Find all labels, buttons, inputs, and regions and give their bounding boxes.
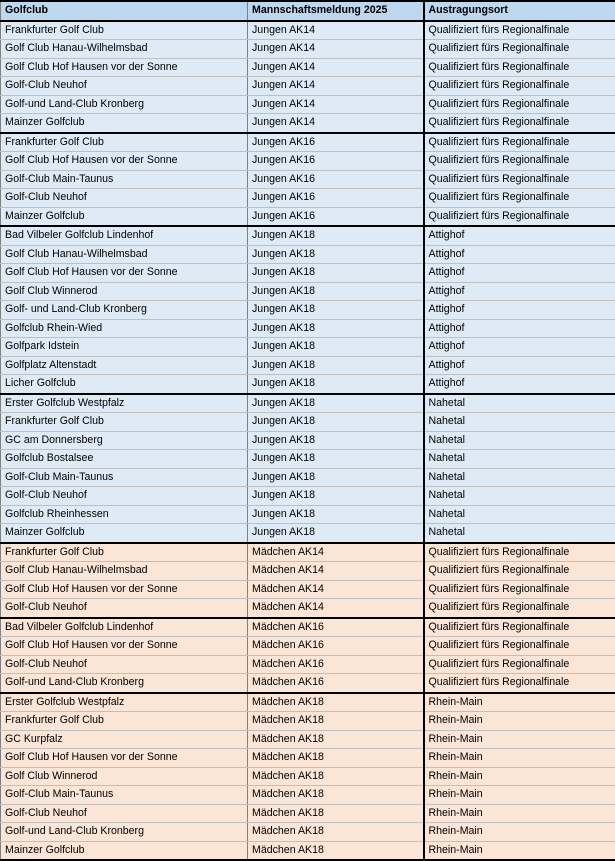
cell-golfclub: Bad Vilbeler Golfclub Lindenhof [1, 226, 248, 245]
table-row [1, 413, 615, 432]
cell-team-entry: Jungen AK14 [248, 21, 424, 40]
cell-team-entry: Jungen AK18 [248, 226, 424, 245]
cell-team-entry: Jungen AK14 [248, 95, 424, 114]
cell-venue: Nahetal [424, 450, 615, 469]
table-row [1, 58, 615, 77]
header-golfclub: Golfclub [1, 1, 248, 21]
table-row [1, 450, 615, 469]
cell-venue: Attighof [424, 264, 615, 283]
table-row [1, 712, 615, 731]
cell-venue: Attighof [424, 245, 615, 264]
cell-venue: Qualifiziert fürs Regionalfinale [424, 655, 615, 674]
table-row [1, 674, 615, 693]
cell-team-entry: Jungen AK18 [248, 356, 424, 375]
cell-golfclub: Golf-Club Neuhof [1, 487, 248, 506]
cell-team-entry: Mädchen AK18 [248, 712, 424, 731]
cell-team-entry: Mädchen AK14 [248, 562, 424, 581]
cell-team-entry: Jungen AK18 [248, 301, 424, 320]
cell-venue: Nahetal [424, 505, 615, 524]
cell-team-entry: Jungen AK16 [248, 152, 424, 171]
table-row [1, 730, 615, 749]
cell-venue: Rhein-Main [424, 730, 615, 749]
table-body [1, 21, 615, 861]
cell-team-entry: Jungen AK18 [248, 245, 424, 264]
table-row [1, 468, 615, 487]
cell-golfclub: Frankfurter Golf Club [1, 21, 248, 40]
cell-golfclub: Golf-und Land-Club Kronberg [1, 674, 248, 693]
cell-golfclub: Golf- und Land-Club Kronberg [1, 301, 248, 320]
cell-team-entry: Jungen AK18 [248, 394, 424, 413]
cell-golfclub: Erster Golfclub Westpfalz [1, 693, 248, 712]
cell-golfclub: GC am Donnersberg [1, 431, 248, 450]
table-row [1, 749, 615, 768]
cell-venue: Attighof [424, 375, 615, 394]
cell-golfclub: Golf-Club Neuhof [1, 77, 248, 96]
cell-golfclub: Golfplatz Altenstadt [1, 356, 248, 375]
cell-team-entry: Mädchen AK18 [248, 804, 424, 823]
cell-golfclub: Golf-Club Main-Taunus [1, 786, 248, 805]
cell-venue: Rhein-Main [424, 767, 615, 786]
cell-venue: Rhein-Main [424, 749, 615, 768]
cell-team-entry: Jungen AK18 [248, 413, 424, 432]
cell-team-entry: Mädchen AK16 [248, 655, 424, 674]
cell-golfclub: Bad Vilbeler Golfclub Lindenhof [1, 618, 248, 637]
cell-golfclub: Golf-und Land-Club Kronberg [1, 95, 248, 114]
cell-team-entry: Jungen AK18 [248, 468, 424, 487]
cell-venue: Qualifiziert fürs Regionalfinale [424, 133, 615, 152]
cell-golfclub: Golfclub Bostalsee [1, 450, 248, 469]
cell-team-entry: Jungen AK16 [248, 207, 424, 226]
cell-golfclub: Frankfurter Golf Club [1, 133, 248, 152]
table-row [1, 170, 615, 189]
cell-golfclub: Golf Club Hanau-Wilhelmsbad [1, 245, 248, 264]
cell-team-entry: Mädchen AK18 [248, 823, 424, 842]
cell-golfclub: Golfpark Idstein [1, 338, 248, 357]
table-row [1, 226, 615, 245]
cell-venue: Attighof [424, 356, 615, 375]
table-row [1, 693, 615, 712]
cell-venue: Qualifiziert fürs Regionalfinale [424, 543, 615, 562]
cell-team-entry: Mädchen AK16 [248, 618, 424, 637]
header-row [1, 1, 615, 21]
table-row [1, 189, 615, 208]
cell-golfclub: Mainzer Golfclub [1, 524, 248, 543]
cell-golfclub: Golf Club Hof Hausen vor der Sonne [1, 58, 248, 77]
cell-venue: Qualifiziert fürs Regionalfinale [424, 207, 615, 226]
table-row [1, 767, 615, 786]
cell-team-entry: Jungen AK14 [248, 40, 424, 59]
cell-team-entry: Mädchen AK18 [248, 693, 424, 712]
cell-venue: Attighof [424, 338, 615, 357]
table-row [1, 786, 615, 805]
cell-team-entry: Jungen AK18 [248, 375, 424, 394]
cell-team-entry: Jungen AK18 [248, 487, 424, 506]
cell-venue: Rhein-Main [424, 823, 615, 842]
cell-golfclub: Golf Club Hanau-Wilhelmsbad [1, 562, 248, 581]
cell-golfclub: Golf-Club Neuhof [1, 599, 248, 618]
cell-venue: Nahetal [424, 413, 615, 432]
table-row [1, 394, 615, 413]
cell-golfclub: Frankfurter Golf Club [1, 543, 248, 562]
cell-venue: Nahetal [424, 524, 615, 543]
cell-venue: Attighof [424, 301, 615, 320]
cell-venue: Qualifiziert fürs Regionalfinale [424, 40, 615, 59]
table-row [1, 431, 615, 450]
cell-golfclub: Licher Golfclub [1, 375, 248, 394]
cell-venue: Nahetal [424, 468, 615, 487]
header-venue: Austragungsort [424, 1, 615, 21]
cell-venue: Rhein-Main [424, 712, 615, 731]
cell-golfclub: Golf Club Hof Hausen vor der Sonne [1, 264, 248, 283]
cell-venue: Qualifiziert fürs Regionalfinale [424, 114, 615, 133]
table-row [1, 264, 615, 283]
cell-golfclub: Golf Club Hanau-Wilhelmsbad [1, 40, 248, 59]
cell-team-entry: Mädchen AK18 [248, 767, 424, 786]
table-row [1, 375, 615, 394]
cell-golfclub: Golf-Club Neuhof [1, 655, 248, 674]
cell-venue: Qualifiziert fürs Regionalfinale [424, 170, 615, 189]
cell-venue: Qualifiziert fürs Regionalfinale [424, 21, 615, 40]
cell-golfclub: Golf-und Land-Club Kronberg [1, 823, 248, 842]
cell-team-entry: Jungen AK18 [248, 524, 424, 543]
table-row [1, 282, 615, 301]
table-row [1, 655, 615, 674]
cell-venue: Qualifiziert fürs Regionalfinale [424, 189, 615, 208]
table-row [1, 95, 615, 114]
cell-golfclub: Golfclub Rhein-Wied [1, 319, 248, 338]
cell-team-entry: Mädchen AK16 [248, 674, 424, 693]
cell-golfclub: GC Kurpfalz [1, 730, 248, 749]
cell-venue: Rhein-Main [424, 693, 615, 712]
cell-team-entry: Mädchen AK18 [248, 786, 424, 805]
table-row [1, 338, 615, 357]
cell-team-entry: Jungen AK18 [248, 450, 424, 469]
cell-venue: Qualifiziert fürs Regionalfinale [424, 562, 615, 581]
cell-golfclub: Frankfurter Golf Club [1, 413, 248, 432]
cell-team-entry: Jungen AK14 [248, 77, 424, 96]
cell-venue: Attighof [424, 282, 615, 301]
cell-venue: Qualifiziert fürs Regionalfinale [424, 637, 615, 656]
table-row [1, 580, 615, 599]
table-row [1, 618, 615, 637]
cell-golfclub: Golf Club Hof Hausen vor der Sonne [1, 580, 248, 599]
cell-venue: Rhein-Main [424, 841, 615, 860]
cell-venue: Nahetal [424, 394, 615, 413]
table-row [1, 207, 615, 226]
table-row [1, 804, 615, 823]
cell-team-entry: Jungen AK18 [248, 338, 424, 357]
table-row [1, 524, 615, 543]
table-row [1, 823, 615, 842]
cell-team-entry: Jungen AK18 [248, 431, 424, 450]
cell-venue: Attighof [424, 226, 615, 245]
cell-venue: Rhein-Main [424, 804, 615, 823]
table-row [1, 637, 615, 656]
table-row [1, 77, 615, 96]
table-row [1, 319, 615, 338]
cell-golfclub: Golf Club Hof Hausen vor der Sonne [1, 749, 248, 768]
table-row [1, 599, 615, 618]
cell-team-entry: Mädchen AK18 [248, 730, 424, 749]
cell-team-entry: Jungen AK16 [248, 189, 424, 208]
cell-golfclub: Mainzer Golfclub [1, 207, 248, 226]
table-row [1, 133, 615, 152]
cell-team-entry: Mädchen AK14 [248, 599, 424, 618]
cell-golfclub: Golf Club Hof Hausen vor der Sonne [1, 637, 248, 656]
cell-venue: Qualifiziert fürs Regionalfinale [424, 618, 615, 637]
table-row [1, 356, 615, 375]
cell-golfclub: Mainzer Golfclub [1, 114, 248, 133]
cell-venue: Qualifiziert fürs Regionalfinale [424, 58, 615, 77]
table-row [1, 21, 615, 40]
cell-team-entry: Jungen AK14 [248, 114, 424, 133]
cell-golfclub: Golf Club Hof Hausen vor der Sonne [1, 152, 248, 171]
cell-venue: Qualifiziert fürs Regionalfinale [424, 599, 615, 618]
cell-team-entry: Jungen AK18 [248, 505, 424, 524]
cell-golfclub: Golfclub Rheinhessen [1, 505, 248, 524]
cell-team-entry: Jungen AK18 [248, 319, 424, 338]
cell-golfclub: Mainzer Golfclub [1, 841, 248, 860]
table-row [1, 245, 615, 264]
table-row [1, 487, 615, 506]
cell-team-entry: Jungen AK16 [248, 170, 424, 189]
cell-golfclub: Golf-Club Main-Taunus [1, 468, 248, 487]
table-row [1, 301, 615, 320]
cell-team-entry: Mädchen AK18 [248, 749, 424, 768]
table-row [1, 152, 615, 171]
cell-team-entry: Jungen AK14 [248, 58, 424, 77]
cell-golfclub: Frankfurter Golf Club [1, 712, 248, 731]
cell-golfclub: Golf Club Winnerod [1, 282, 248, 301]
cell-team-entry: Mädchen AK14 [248, 580, 424, 599]
cell-venue: Attighof [424, 319, 615, 338]
cell-team-entry: Mädchen AK18 [248, 841, 424, 860]
cell-venue: Rhein-Main [424, 786, 615, 805]
cell-team-entry: Jungen AK16 [248, 133, 424, 152]
cell-golfclub: Golf-Club Neuhof [1, 804, 248, 823]
table-row [1, 841, 615, 860]
cell-golfclub: Golf-Club Neuhof [1, 189, 248, 208]
cell-team-entry: Jungen AK18 [248, 264, 424, 283]
cell-golfclub: Golf Club Winnerod [1, 767, 248, 786]
cell-venue: Qualifiziert fürs Regionalfinale [424, 152, 615, 171]
cell-venue: Qualifiziert fürs Regionalfinale [424, 674, 615, 693]
table-row [1, 40, 615, 59]
table-row [1, 114, 615, 133]
cell-team-entry: Mädchen AK16 [248, 637, 424, 656]
cell-venue: Qualifiziert fürs Regionalfinale [424, 580, 615, 599]
table-row [1, 505, 615, 524]
table-row [1, 543, 615, 562]
cell-venue: Qualifiziert fürs Regionalfinale [424, 77, 615, 96]
cell-venue: Qualifiziert fürs Regionalfinale [424, 95, 615, 114]
cell-golfclub: Erster Golfclub Westpfalz [1, 394, 248, 413]
cell-venue: Nahetal [424, 431, 615, 450]
table-row [1, 562, 615, 581]
cell-venue: Nahetal [424, 487, 615, 506]
header-team-entry: Mannschaftsmeldung 2025 [248, 1, 424, 21]
cell-golfclub: Golf-Club Main-Taunus [1, 170, 248, 189]
cell-team-entry: Jungen AK18 [248, 282, 424, 301]
cell-team-entry: Mädchen AK14 [248, 543, 424, 562]
